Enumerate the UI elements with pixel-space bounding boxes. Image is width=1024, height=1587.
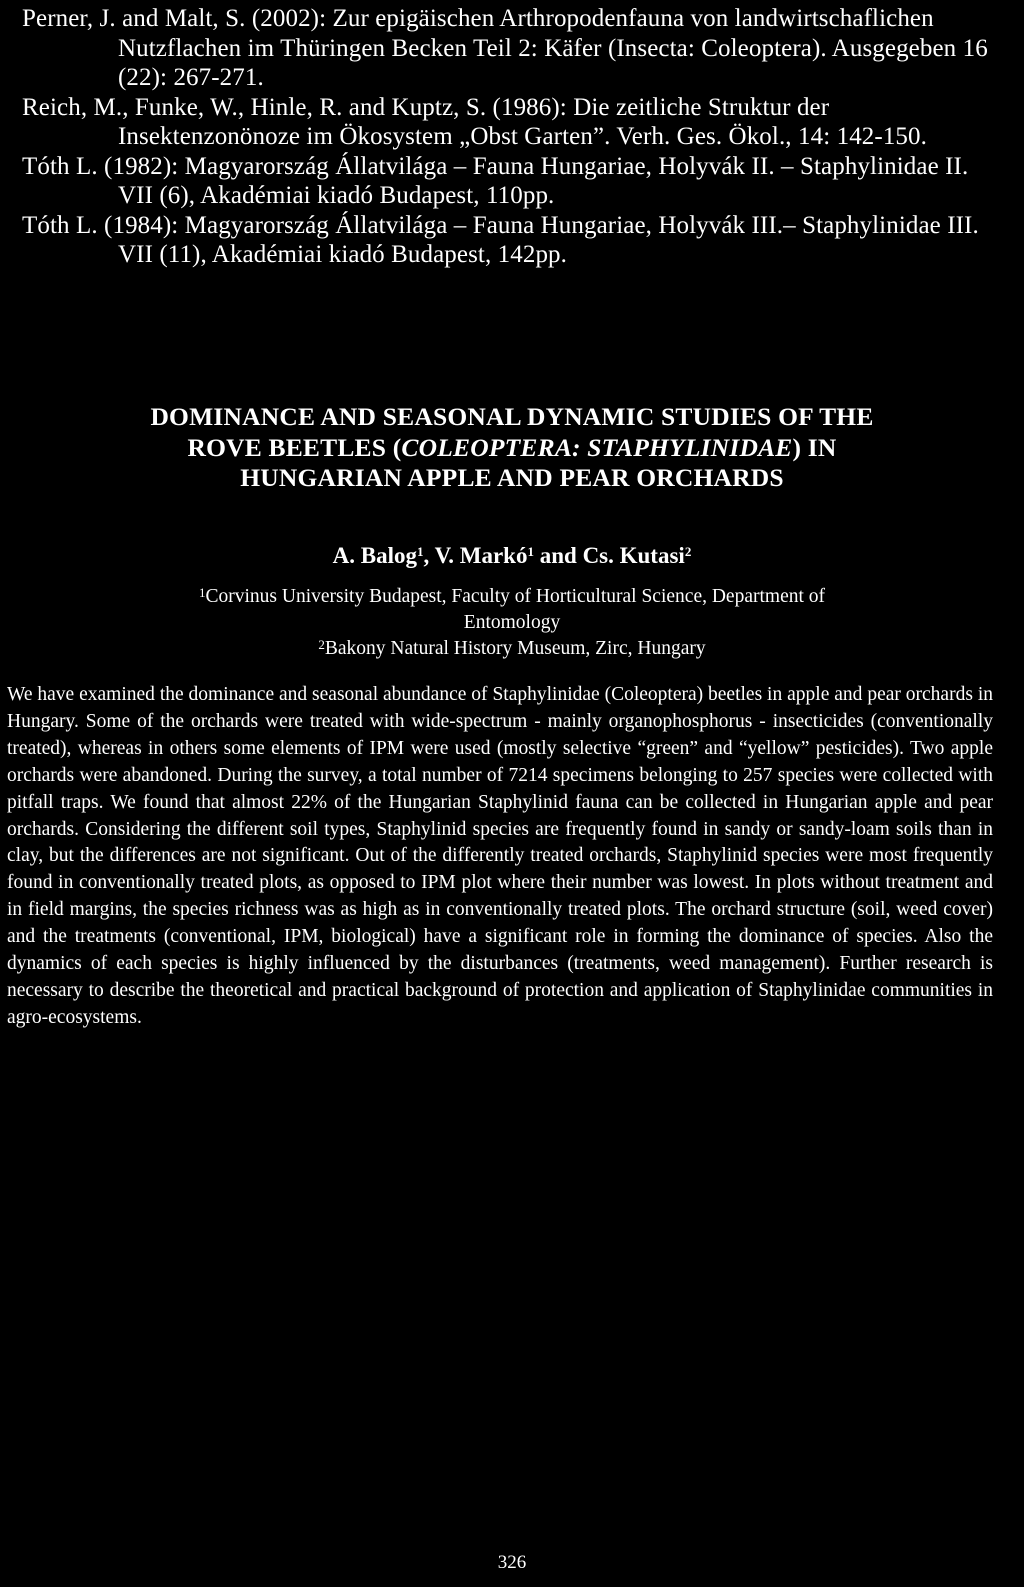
author-affiliation-mark: 2 xyxy=(684,544,692,559)
abstract-text: We have examined the dominance and seasonal abundance of Staphylinidae (Coleoptera) beetles in apple and pear orchards in Hungary. Some of the orchards were treated with wide-spectrum - mainly organophosphorus - insecticides (conventionally treated), whereas in others some elements of IPM were used (mostly selective “green” and “yellow” pesticides). Two apple orchards were abandoned. During the survey, a total number of 7214 specimens belonging to 257 species were collected with pitfall traps. We found that almost 22% of the Hungarian Staphylinid fauna can be collected in Hungarian apple and pear orchards. Considering the different soil types, Staphylinid species are frequently found in sandy or sandy-loam soils than in clay, but the differences are not significant. Out of the differently treated orchards, Staphylinid species were most frequently found in conventionally treated plots, as opposed to IPM plot where their number was lowest. In plots without treatment and in field margins, the species richness was as high as in conventionally treated plots. The orchard structure (soil, weed cover) and the treatments (conventional, IPM, biological) have a significant role in forming the dominance of species. Also the dynamics of each species is highly influenced by the disturbances (treatments, weed management). Further research is necessary to describe the theoretical and practical background of protection and application of Staphylinidae communities in agro-ecosystems. xyxy=(7,684,993,1028)
abstract xyxy=(7,682,993,1032)
author-separator: , xyxy=(423,543,435,568)
affiliation-text: Corvinus University Budapest, Faculty of Horticultural Science, Department of xyxy=(205,586,826,607)
title-line-2-suffix: ) IN xyxy=(792,432,837,462)
author-name: V. Markó xyxy=(434,543,528,568)
page-number: 326 xyxy=(497,1552,527,1573)
affiliation-text: Bakony Natural History Museum, Zirc, Hungary xyxy=(324,638,706,659)
reference-entry: Tóth L. (1984): Magyarország Állatvilága – Fauna Hungariae, Holyvák III.– Staphylinidae III. VII (11), Akadémiai kiadó Budapest, 142pp. xyxy=(22,211,979,268)
author-affiliation-mark: 1 xyxy=(417,544,424,559)
title-line-2 xyxy=(0,433,1024,464)
title-line-1: DOMINANCE AND SEASONAL DYNAMIC STUDIES OF THE xyxy=(150,402,874,431)
affiliation-text: Entomology xyxy=(463,612,561,633)
author-affiliation-mark: 1 xyxy=(527,544,534,559)
paper-title xyxy=(0,402,1024,494)
title-taxon: COLEOPTERA: STAPHYLINIDAE xyxy=(401,432,793,462)
affiliation-mark: 2 xyxy=(318,637,325,652)
reference-list xyxy=(22,4,992,270)
author-name: A. Balog xyxy=(332,543,418,568)
reference-entry: Reich, M., Funke, W., Hinle, R. and Kuptz, S. (1986): Die zeitliche Struktur der Insektenzonönoze im Ökosystem „Obst Garten”. Verh. Ges. Ökol., 14: 142-150. xyxy=(22,93,927,150)
title-line-2-prefix: ROVE BEETLES ( xyxy=(187,432,402,462)
affiliation-line xyxy=(0,636,1024,662)
affiliation-mark: 1 xyxy=(198,585,206,600)
reference-entry: Perner, J. and Malt, S. (2002): Zur epigäischen Arthropodenfauna von landwirtschaflichen Nutzflachen im Thüringen Becken Teil 2: Käfer (Insecta: Coleoptera). Ausgegeben 16 (22): 267-271. xyxy=(22,5,988,91)
affiliation-line xyxy=(0,584,1024,610)
affiliation-line xyxy=(0,610,1024,636)
author-name: Cs. Kutasi xyxy=(582,543,685,568)
author-list xyxy=(0,542,1024,570)
affiliation-list xyxy=(0,584,1024,662)
author-separator: and xyxy=(533,543,583,568)
reference-entry: Tóth L. (1982): Magyarország Állatvilága – Fauna Hungariae, Holyvák II. – Staphylinidae II. VII (6), Akadémiai kiadó Budapest, 110pp. xyxy=(22,152,969,209)
title-line-3: HUNGARIAN APPLE AND PEAR ORCHARDS xyxy=(240,463,784,492)
